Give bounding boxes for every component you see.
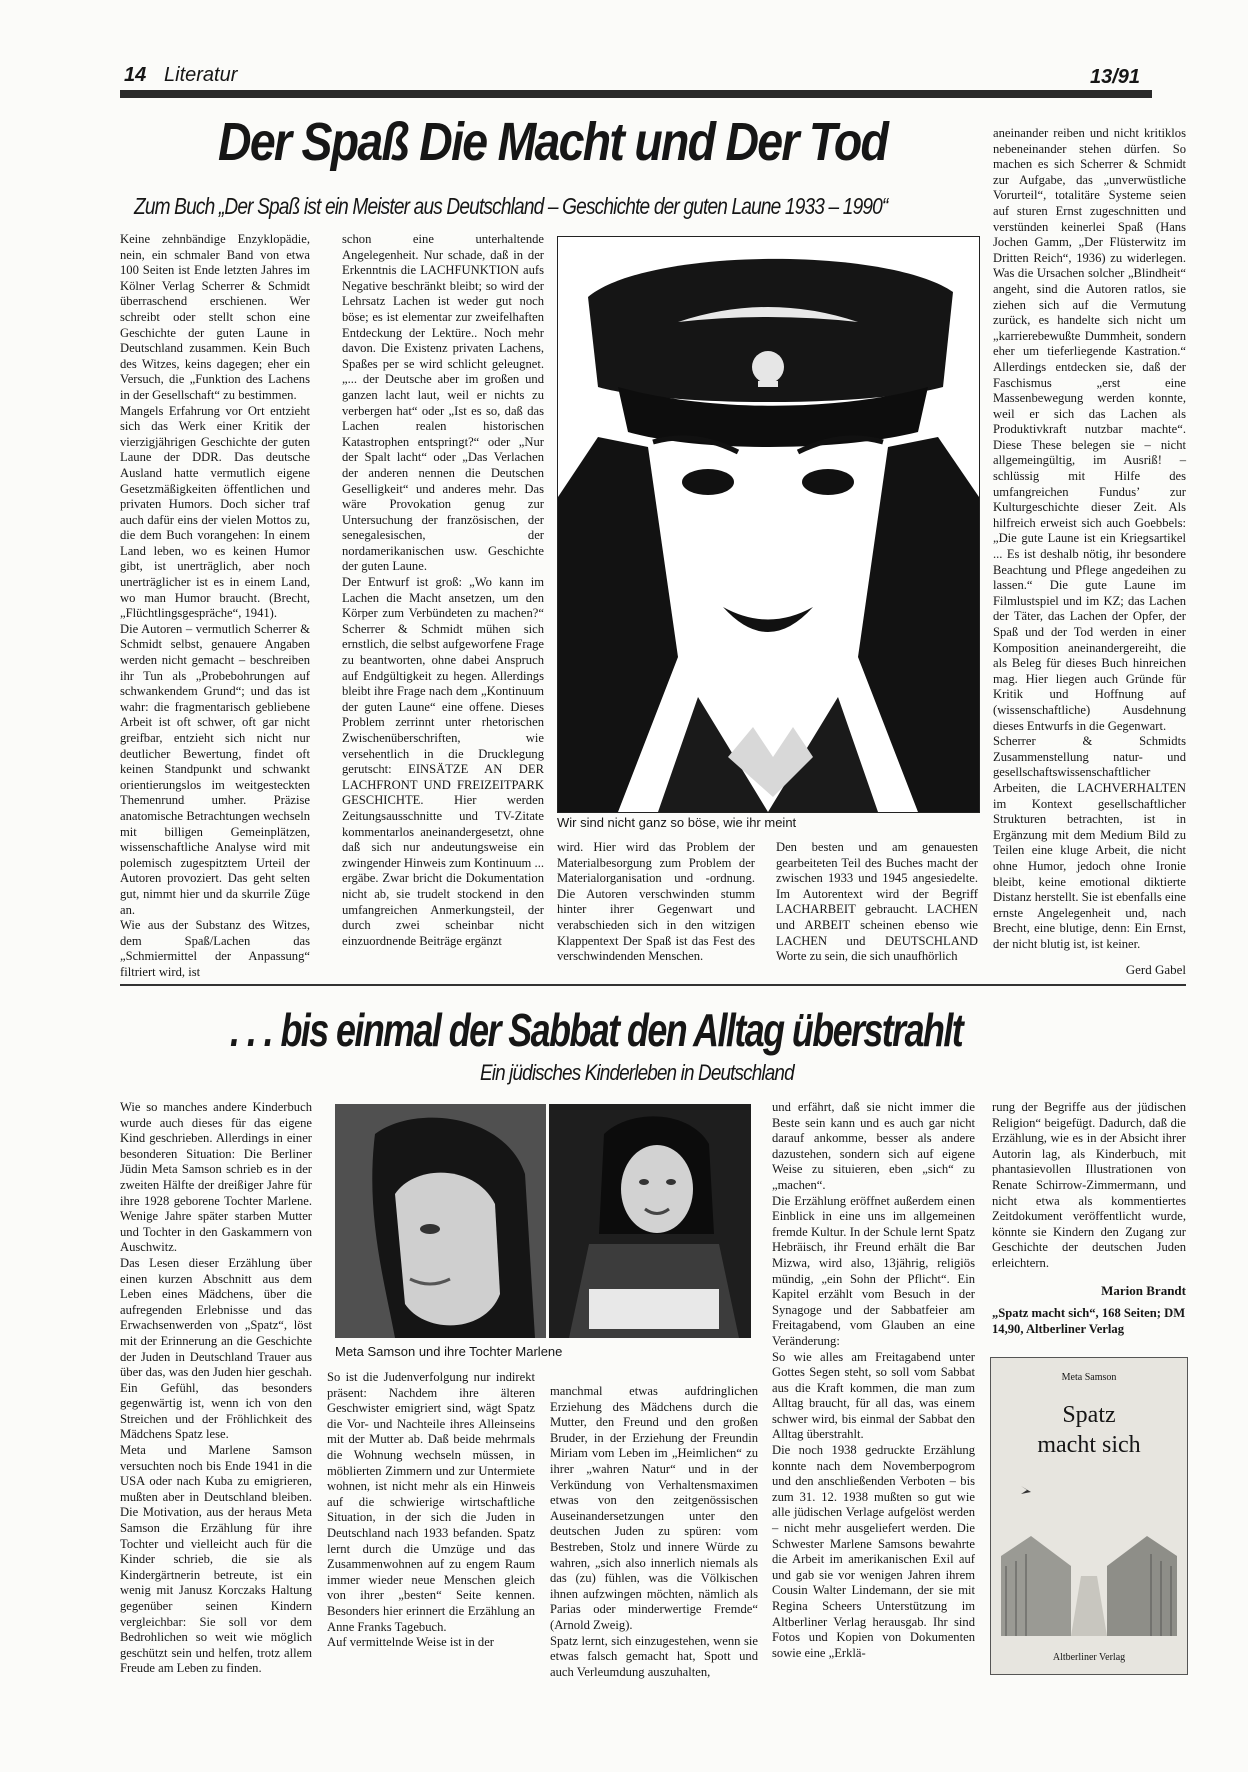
article2-column-1: Wie so manches andere Kinderbuch wurde auch dieses für das eigene Kind geschrieben. Allerdings in einer besonderen Situation: Die Berliner Jüdin Meta Samson schrieb es in der zweiten Hälfte der dreißiger Jahre für ihre 1928 geborene Tochter Marlene. Wenige Jahre später starben Mutter und Tochter in den Gaskammern von Auschwitz. Das Lesen dieser Erzählung über einen kurzen Abschnitt aus dem Leben eines Mädchens, über die aufregenden Erlebnisse und das Erwachsenwerden von „Spatz“, löst mit der Erinnerung an die Geschichte der Juden in Deutschland Trauer aus über das, was den Juden hier geschah. Ein Gefühl, das besonders gegenwärtig ist, wenn ich von den Streichen und der Fröhlichkeit des Mädchens Spatz lese. Meta und Marlene Samson versuchten noch bis Ende 1941 in die USA oder nach Kuba zu emigrieren, mußten aber in Deutschland bleiben. Die Motivation, aus der heraus Meta Samson die Erzählung für ihre Tochter und vielleicht auch für die Kinder schrieb, die sie als Kindergärtnerin betreute, ist ein wenig mit Janusz Korczaks Haltung gegenüber seinen Kindern vergleichbar: Sie soll vor dem Bedrohlichen so weit wie möglich geschützt sein und helfen, trotz allem Freude am Leben zu finden.: [120, 1100, 312, 1676]
article1-subhead: Zum Buch „Der Spaß ist ein Meister aus Deutschland – Geschichte der guten Laune 1933 – 1990“: [134, 193, 888, 219]
article2-subhead: Ein jüdisches Kinderleben in Deutschland: [480, 1060, 794, 1085]
article2-column-3: manchmal etwas aufdringlichen Erziehung des Mädchens durch die Mutter, den Freund und den großen Bruder, in der Erziehung der Freundin Miriam vom Leben im „Heimlichen“ zu ihrer „wahren Natur“ und in der Verkündung von Verhaltensmaximen etwas von den zeitgenössischen Auseinandersetzungen unter den deutschen Juden zu spüren: vom Bestreben, Stolz und innere Würde zu wahren, „sich also innerlich niemals als das (zu) fühlen, was die Völkischen ihnen aufzwingen möchten, nämlich als Parias oder minderwertige Fremde“ (Arnold Zweig). Spatz lernt, sich einzugestehen, wenn sie etwas falsch gemacht hat, Spott und auch Verleumdung auszuhalten,: [550, 1384, 758, 1679]
ss-cap-woman-image: [558, 237, 979, 812]
article1-column-1: Keine zehnbändige Enzyklopädie, nein, ein schmaler Band von etwa 100 Seiten ist Ende letzten Jahres im Kölner Verlag Scherrer & Schmidt überraschend erschienen. Wer schreibt oder stellt schon eine Geschichte der guten Laune in Deutschland zusammen. Kein Buch des Witzes, keins dagegen; eher ein Versuch, die „Funktion des Lachens in der Gesellschaft“ zu bestimmen. Mangels Erfahrung vor Ort entzieht sich das Werk einer Kritik der vierzigjährigen Geschichte der guten Laune der DDR. Das deutsche Ausland hatte vermutlich eigene Gesetzmäßigkeiten öffentlichen und privaten Humors. Doch sicher traf auch dafür eins der vielen Mottos zu, die dem Buch vorangehen: In einem Land leben, wo es keinen Humor gibt, ist unerträglich, aber noch unerträglicher ist es in einem Land, wo man Humor braucht. (Brecht, „Flüchtlingsgespräche“, 1941). Die Autoren – vermutlich Scherrer & Schmidt selbst, genauere Angaben werden nicht gemacht – beschreiben ihr Tun als „Probebohrungen auf schwankendem Grund“; und das ist wahr: die fragmentarisch gebliebene Arbeit ist oft schwer, oft gar nicht greifbar, entzieht sich nicht nur deutlicher Bewertung, findet oft keinen Standpunkt und schwankt orientierungslos im weitgesteckten Themenrund umher. Präzise anatomische Betrachtungen wechseln mit billigen Gemeinplätzen, wissenschaftliche Analyse wird mit polemisch zugespitztem Urteil der Autoren provoziert. Das geht selten gut, nimmt hier und da skurrile Züge an. Wie aus der Substanz des Witzes, dem Spaß/Lachen das „Schmiermittel der Anpassung“ filtriert wird, ist: [120, 232, 310, 979]
issue-number: 13/91: [1090, 66, 1141, 88]
section-title: Literatur: [164, 64, 238, 86]
book-info: „Spatz macht sich“, 168 Seiten; DM 14,90, Altberliner Verlag: [992, 1306, 1186, 1336]
book-cover-illustration: [991, 1466, 1187, 1646]
page-number: 14: [124, 64, 147, 86]
book-cover-title-2: macht sich: [1037, 1432, 1141, 1458]
article1-column-5: aneinander reiben und nicht kritiklos nebeneinander stehen dürfen. So machen es sich Scherrer & Schmidt zur Aufgabe, das „unverwüstliche Vorurteil“, totalitäre Systeme seien auf sturen Ernst zugeschnitten und verstünden keinerlei Spaß (Hans Jochen Gamm, „Der Flüsterwitz im Dritten Reich“, 1936) zu widerlegen. Was die Ursachen solcher „Blindheit“ angeht, sind die Autoren ratlos, sie ziehen sich auf die Vermutung zurück, es handelte sich nicht um „karrierebewußte Dummheit, sondern eher um tieferliegende Kastration.“ Allerdings entdecken sie, daß der Faschismus „erst eine Massenbewegung werden konnte, weil er sich das Lachen als Produktivkraft nutzbar machte“. Diese These belegen sie – nicht allgemeingültig, im Ausriß! – schlüssig mit Hilfe des umfangreichen Fundus’ zur Kulturgeschichte dieser Zeit. Als hilfreich erweist sich auch Goebbels: „Die gute Laune ist ein Kriegsartikel ... Es ist deshalb nötig, ihr besondere Beachtung und Pflege angedeihen zu lassen.“ Die gute Laune im Filmlustspiel und im KZ; das Lachen der Täter, das Lachen der Opfer, der Spaß und der Tod werden in einer Komposition aneinandergereiht, die als Beleg für dieses Buch hinreichen mag. Hier liegen auch Gründe für Kritik und Hoffnung auf (wissenschaftliche) Ausdehnung dieses Entwurfs in die Gegenwart. Scherrer & Schmidts Zusammenstellung natur- und gesellschaftswissenschaftlicher Arbeiten, die LACHVERHALTEN im Kontext gesellschaftlicher Strukturen betrachten, ist in Ergänzung mit dem Medium Bild zu Teilen eine kluge Arbeit, die nicht ohne Humor, jedoch ohne Ironie bleibt, keine emotional diktierte Distanz herstellt. Sie ist ebenfalls eine ernste Angelegenheit und, nach Brecht, eine blutige, denn: Ein Ernst, der nicht blutig ist, ist keiner.: [993, 126, 1186, 951]
book-cover-publisher: Altberliner Verlag: [1052, 1652, 1126, 1663]
article1-author: Gerd Gabel: [1125, 962, 1186, 977]
meta-samson-portrait-image: [335, 1104, 546, 1338]
article2-column-5: rung der Begriffe aus der jüdischen Religion“ beigefügt. Dadurch, daß die Erzählung, wie es in der Absicht ihrer Autorin lag, als Kinderbuch, mit phantasievollen Illustrationen von Renate Schirrow-Zimmermann, und nicht etwa als kommentiertes Zeitdokument veröffentlicht wurde, könnte sie Kindern den Zugang zur Geschichte der deutschen Juden erleichtern.: [992, 1100, 1186, 1270]
article1-headline: Der Spaß Die Macht und Der Tod: [218, 112, 888, 172]
article-divider: [120, 984, 1186, 986]
article2-column-4: und erfährt, daß sie nicht immer die Beste sein kann und es auch gar nicht darauf ankomme, besser als andere dazustehen, sondern sich auf eigene Weise zu situieren, eben „sich“ zu „machen“. Die Erzählung eröffnet außerdem einen Einblick in eine uns im allgemeinen fremde Kultur. In der Schule lernt Spatz Hebräisch, ihr Freund erhält die Bar Mizwa, wird also, 13jährig, religiös mündig, „ein Sohn der Pflicht“. Ein Kapitel erzählt vom Besuch in der Synagoge und der Sabbatfeier am Freitagabend, vom Glauben an eine Veränderung: So wie alles am Freitagabend unter Gottes Segen steht, so soll vom Sabbat aus die Kraft kommen, die man zum Alltag braucht, für all das, was einem schwer wird, bis einmal der Sabbat den Alltag überstrahlt. Die noch 1938 gedruckte Erzählung konnte nach dem Novemberpogrom und den anschließenden Verboten – bis zum 31. 12. 1938 mußten so gut wie alle jüdischen Verlage aufgelöst werden – nicht mehr ausgeliefert werden. Die Schwester Marlene Samsons bewahrte die Arbeit im amerikanischen Exil auf und gab sie vor wenigen Jahren ihrem Cousin Walter Lindemann, der sie mit Regina Scheers Unterstützung im Altberliner Verlag herausgab. Ihr sind Fotos und Kopien von Dokumenten sowie eine „Erklä-: [772, 1100, 975, 1660]
article2-headline: . . . bis einmal der Sabbat den Alltag überstrahlt: [230, 1004, 963, 1056]
marlene-samson-portrait-image: [549, 1104, 751, 1338]
article2-photo-caption: Meta Samson und ihre Tochter Marlene: [335, 1344, 563, 1359]
book-cover: [990, 1357, 1188, 1675]
article1-column-2: schon eine unterhaltende Angelegenheit. Nur schade, daß in der Erkenntnis die LACHFUNKTION aufs Negative beschränkt bleibt; so wird der Lehrsatz Lachen ist weder gut noch böse; es ist elementar zur zweifelhaften Entdeckung der Lektüre.. Noch mehr davon. Die Existenz privaten Lachens, Spaßes per se wird schlicht geleugnet. „... der Deutsche aber im großen und ganzen lacht laut, weil er nichts zu verbergen hat“ oder „Ist es so, daß das Lachen realen historischen Katastrophen entspringt?“ oder „Nur der Spalt lacht“ oder „Das Verlachen der anderen nennen die Deutschen Geselligkeit“ und anderes mehr. Das wäre Provokation genug zur Untersuchung der französischen, der senegalesischen, der nordamerikanischen usw. Geschichte der guten Laune. Der Entwurf ist groß: „Wo kann im Lachen die Macht ansetzen, um den Körper zum Verbündeten zu machen?“ Scherrer & Schmidt mühen sich ernstlich, die selbst aufgeworfene Frage zu beantworten, ohne dabei Anspruch auf Endgültigkeit zu hegen. Allerdings bleibt ihre Frage nach dem „Kontinuum der guten Laune“ eine offene. Dieses Problem zerrinnt unter rhetorischen Zwischenüberschriften, wie versehentlich in die Drucklegung gerutscht: EINSÄTZE AN DER LACHFRONT UND FREIZEITPARK GESCHICHTE. Hier werden Zeitungsausschnitte und TV-Zitate kommentarlos aneinandergesetzt, ohne daß sich nur andeutungsweise ein zwingender Hinweis zum Kontinuum ... ergäbe. Zwar bricht die Dokumentation nicht ab, sie trudelt stockend in den umfangreichen Anmerkungsteil, der durch zwei scheinbar nicht einzuordnende Beiträge ergänzt: [342, 232, 544, 948]
article1-column-3: wird. Hier wird das Problem der Materialbesorgung zum Problem der Materialorganisation und -ordnung. Die Autoren verschwinden stumm hinter ihrer Gegenwart und verabschieden sich in den witzigen Klappentext Der Spaß ist das Fest des verschwindenden Menschen.: [557, 840, 755, 964]
article2-author: Marion Brandt: [1101, 1283, 1186, 1298]
book-cover-author: Meta Samson: [1061, 1372, 1117, 1383]
article1-image-caption: Wir sind nicht ganz so böse, wie ihr meint: [557, 815, 797, 830]
header-rule: [120, 90, 1152, 98]
article1-column-4: Den besten und am genauesten gearbeiteten Teil des Buches macht der zwischen 1933 und 1945 angesiedelte. Im Autorentext wird der Begriff LACHARBEIT gebraucht. LACHEN und ARBEIT scheinen ebenso wie LACHEN und DEUTSCHLAND Worte zu sein, die sich unaufhörlich: [776, 840, 978, 964]
article1-illustration: [557, 236, 980, 813]
article2-column-2: So ist die Judenverfolgung nur indirekt präsent: Nachdem ihre älteren Geschwister emigriert sind, wägt Spatz die Vor- und Nachteile ihres Alleinseins mit der Mutter ab. Daß beide mehrmals die Wohnung wechseln müssen, in möblierten Zimmern und zur Untermiete wohnen, ist nicht mehr als ein Hinweis auf die schwierige wirtschaftliche Situation, in der sich die Juden in Deutschland nach 1933 befanden. Spatz lernt durch die Umzüge und das Zusammenwohnen auf zu engem Raum immer wieder neue Menschen gleich von ihrer „besten“ Seite kennen. Besonders hier erinnert die Erzählung an Anne Franks Tagebuch. Auf vermittelnde Weise ist in der: [327, 1370, 535, 1650]
book-cover-title-1: Spatz: [1062, 1402, 1116, 1428]
photo-meta-samson: [335, 1104, 546, 1338]
photo-marlene-samson: [549, 1104, 751, 1338]
